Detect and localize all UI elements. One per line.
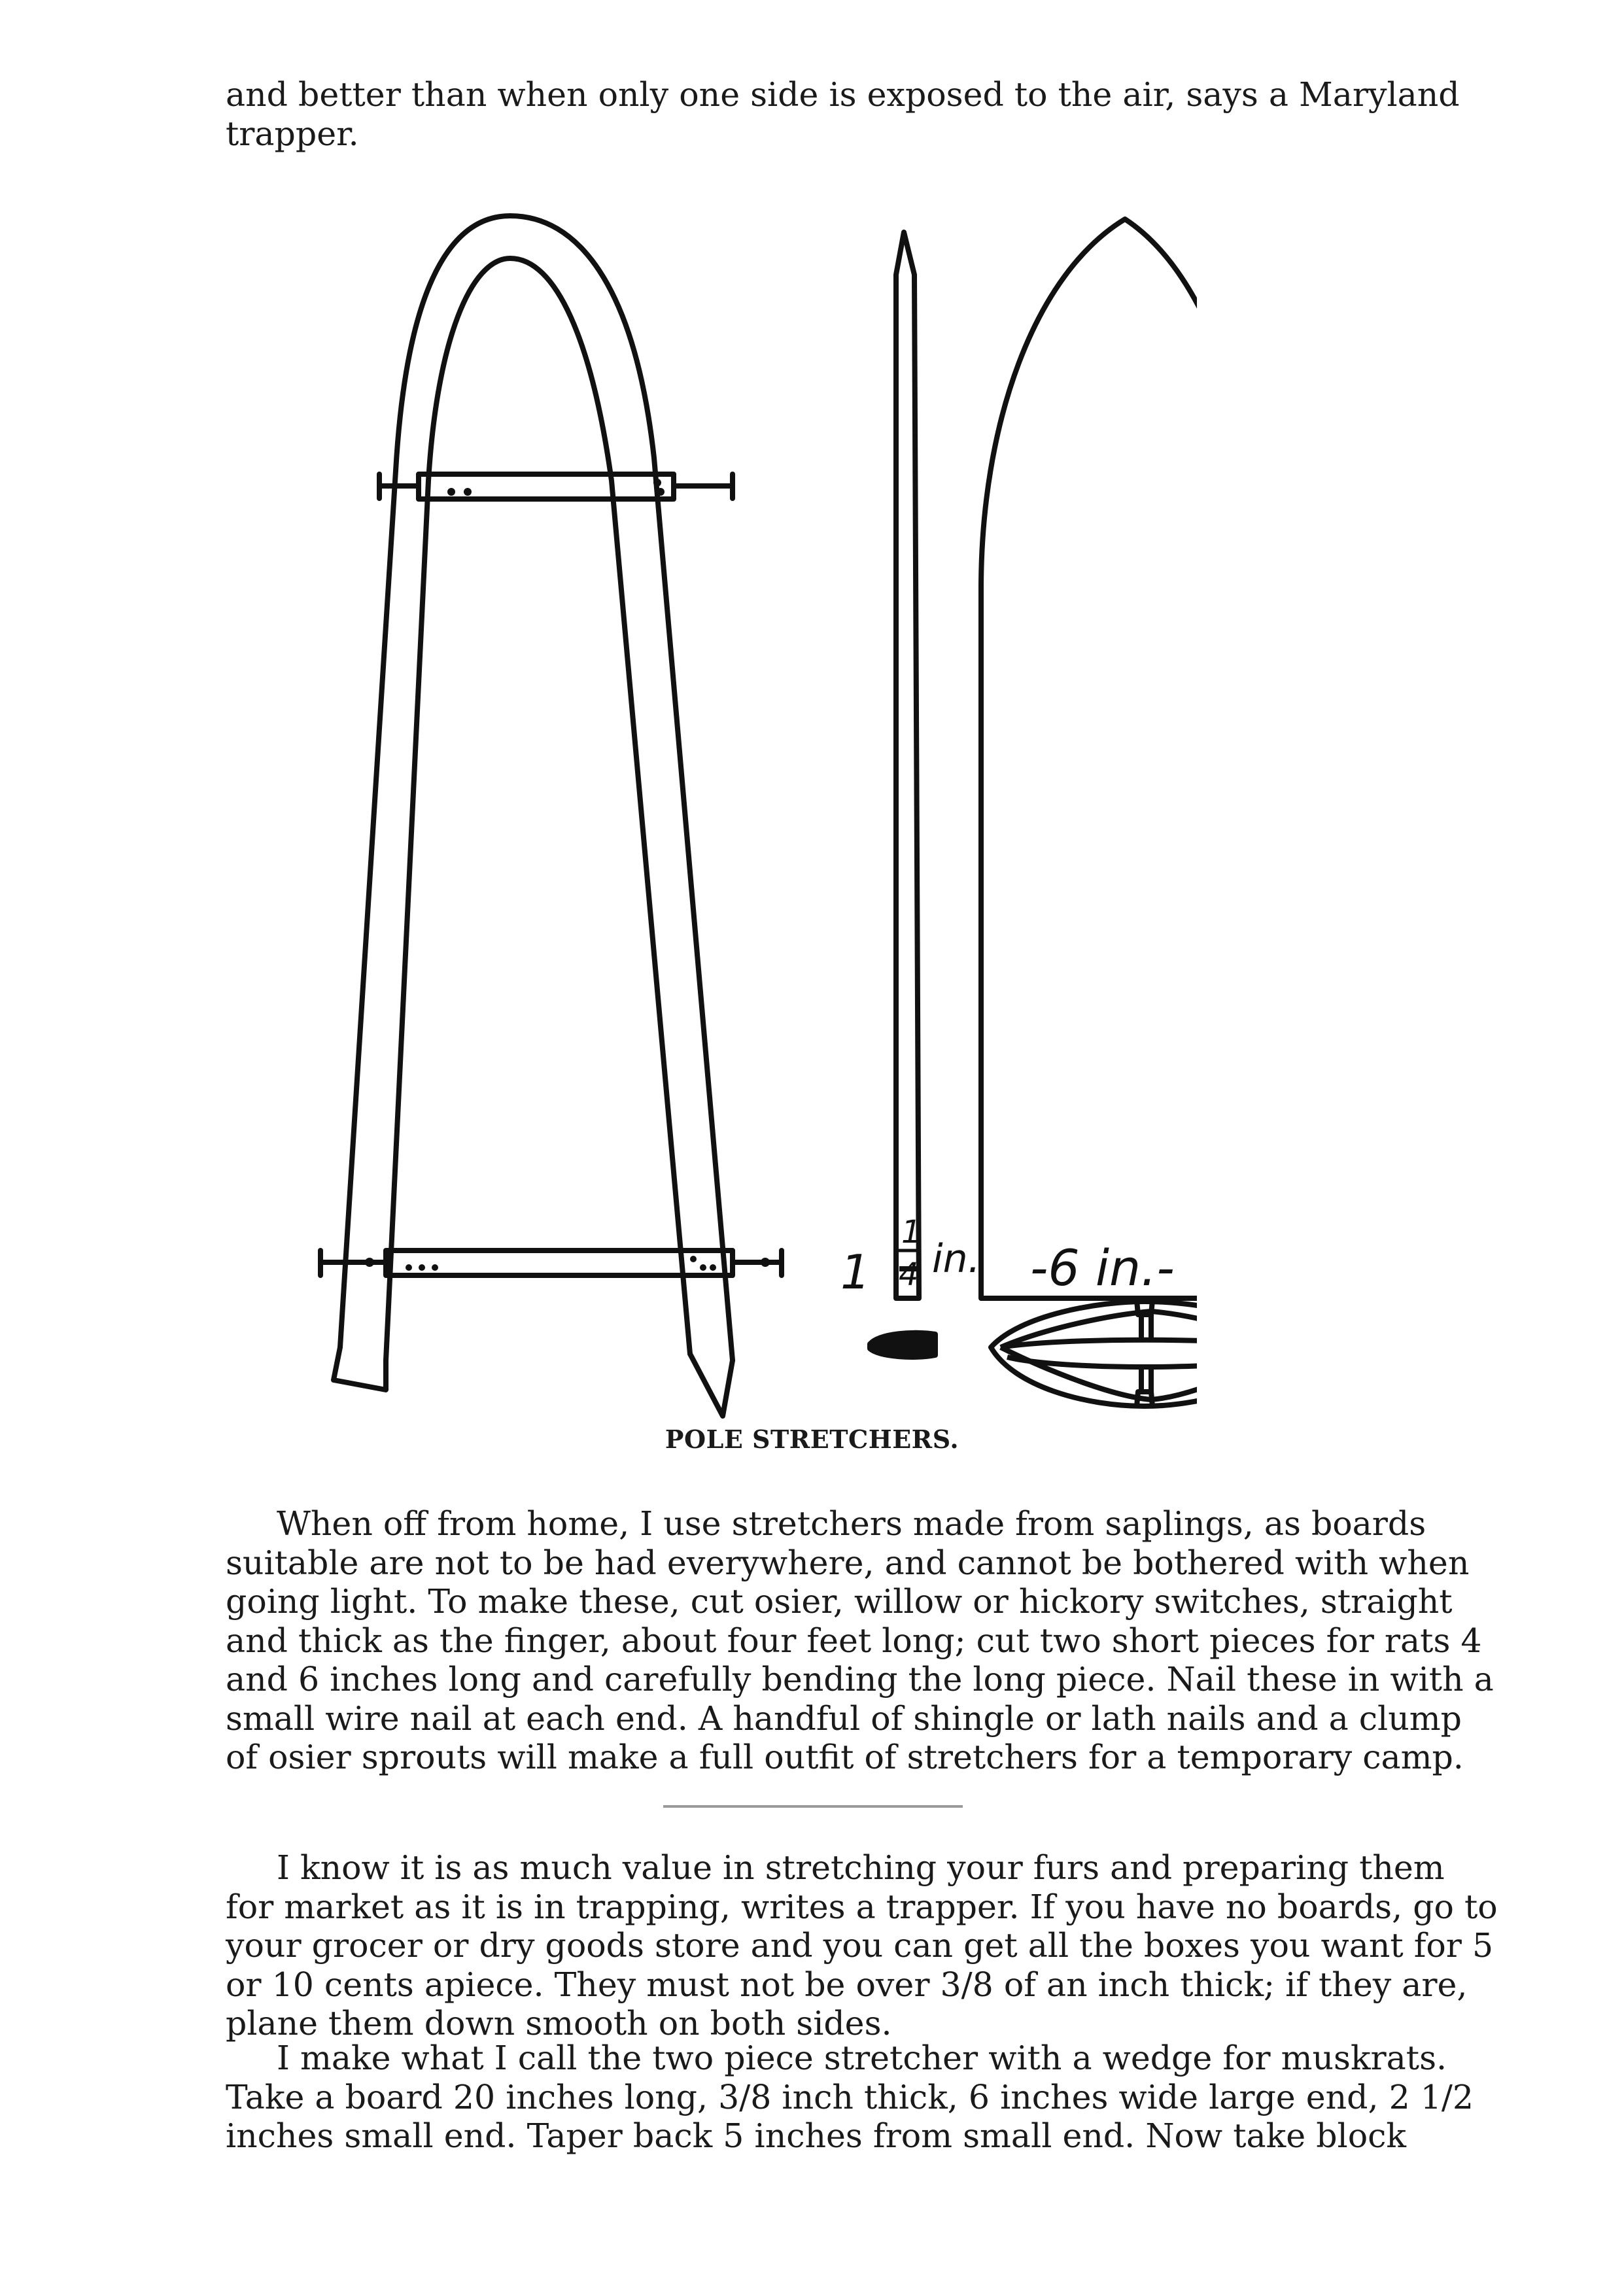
text-line: inches small end. Taper back 5 inches from small end. Now take block — [226, 2116, 1406, 2155]
paragraph-two-piece-stretcher — [226, 2039, 1474, 2156]
dimension-label-right: -6 in.- — [1030, 1239, 1175, 1297]
pole-stretchers-illustration — [85, 196, 1197, 1439]
dimension-unit: in. — [932, 1236, 980, 1282]
upper-crosspiece — [419, 474, 674, 499]
dimension-fraction-num: 1 — [901, 1214, 922, 1251]
text-line: trapper. — [226, 114, 359, 153]
text-line: plane them down smooth on both sides. — [226, 2004, 892, 2043]
text-line: your grocer or dry goods store and you can get all the boxes you want for 5 — [226, 1926, 1494, 1965]
text-line: going light. To make these, cut osier, willow or hickory switches, straight — [226, 1582, 1453, 1621]
section-divider — [663, 1805, 963, 1808]
text-line: and thick as the finger, about four feet long; cut two short pieces for rats 4 — [226, 1621, 1482, 1660]
top-paragraph — [226, 75, 1460, 153]
paragraph-stretching-value — [226, 1848, 1498, 2043]
text-line: or 10 cents apiece. They must not be over 3/8 of an inch thick; if they are, — [226, 1965, 1468, 2004]
wedge-piece — [896, 232, 919, 1298]
wedge-end-section — [870, 1333, 935, 1357]
sapling-frame-inner — [386, 258, 690, 1360]
text-line: and 6 inches long and carefully bending the long piece. Nail these in with a — [226, 1660, 1494, 1699]
text-line: I know it is as much value in stretching your furs and preparing them — [277, 1848, 1445, 1887]
text-line: suitable are not to be had everywhere, and cannot be bothered with when — [226, 1543, 1470, 1582]
text-line: for market as it is in trapping, writes a trapper. If you have no boards, go to — [226, 1887, 1498, 1926]
text-line: When off from home, I use stretchers made from saplings, as boards — [277, 1504, 1426, 1543]
text-line: I make what I call the two piece stretcher with a wedge for muskrats. — [277, 2039, 1447, 2077]
board-stretcher — [981, 219, 1197, 1298]
paragraph-pole-stretchers — [226, 1504, 1494, 1777]
figure-caption: POLE STRETCHERS. — [665, 1424, 959, 1454]
text-line: of osier sprouts will make a full outfit of stretchers for a temporary camp. — [226, 1738, 1464, 1776]
dimension-fraction-den: 4 — [899, 1256, 919, 1293]
dimension-label-left: 1 — [840, 1245, 871, 1300]
text-line: and better than when only one side is exposed to the air, says a Maryland — [226, 75, 1460, 114]
text-line: small wire nail at each end. A handful of shingle or lath nails and a clump — [226, 1699, 1462, 1738]
text-line: Take a board 20 inches long, 3/8 inch thick, 6 inches wide large end, 2 1/2 — [226, 2077, 1474, 2116]
